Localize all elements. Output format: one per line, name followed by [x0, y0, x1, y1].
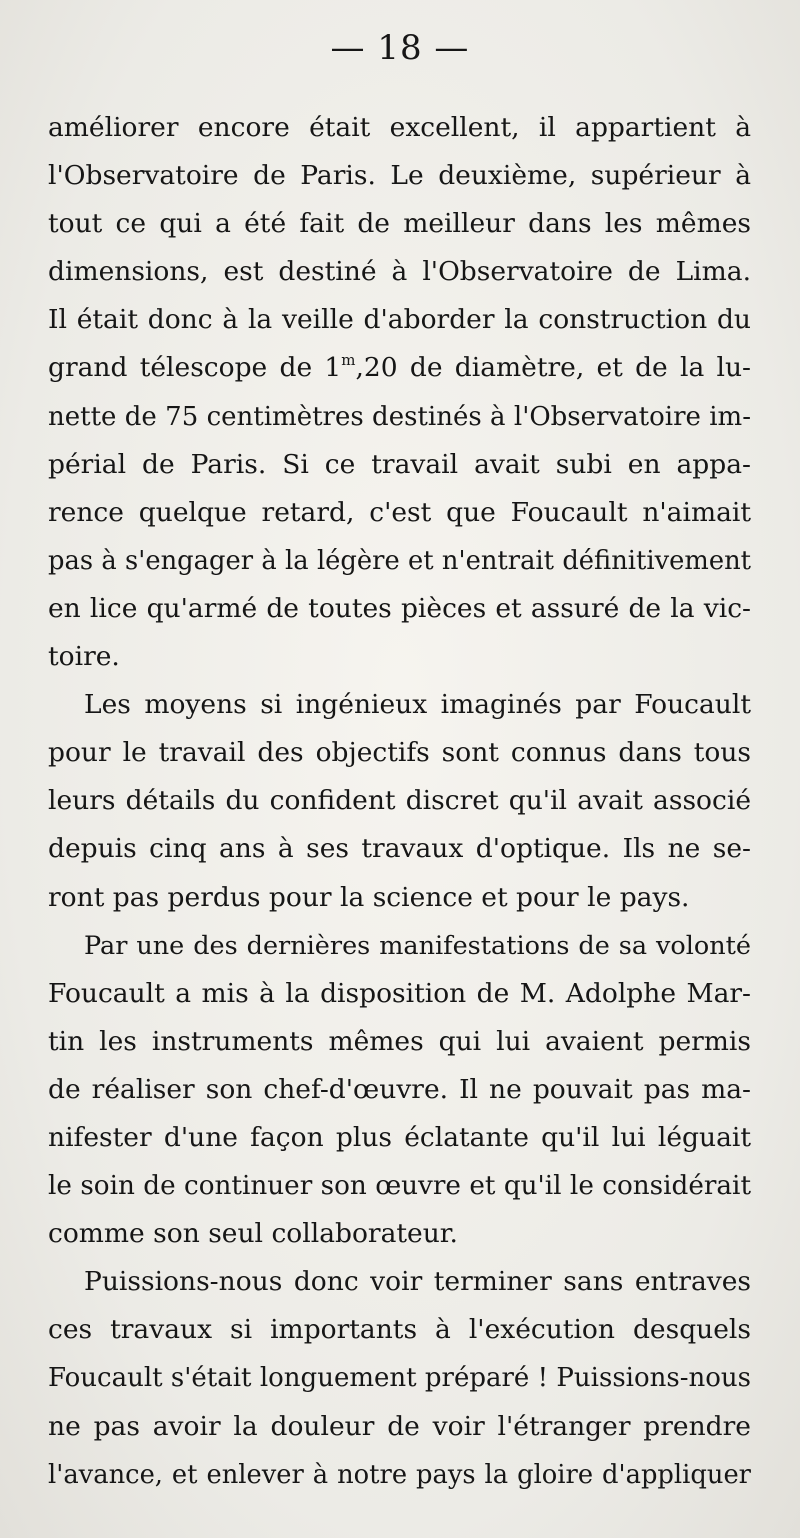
text-line: améliorer encore était excellent, il appartient à: [48, 112, 751, 143]
paragraph-2: [48, 681, 751, 921]
text-line: nette de 75 centimètres destinés à l'Observatoire im-: [48, 401, 751, 432]
text-line: Il était donc à la veille d'aborder la construction du: [48, 304, 751, 336]
text-line: tout ce qui a été fait de meilleur dans les mêmes: [48, 208, 751, 240]
page-number: — 18 —: [330, 28, 470, 68]
text-line: pas à s'engager à la légère et n'entrait définitivement: [48, 545, 751, 576]
text-line: pour le travail des objectifs sont connus dans tous: [48, 737, 751, 769]
text-line: de réaliser son chef-d'œuvre. Il ne pouvait pas ma-: [48, 1073, 751, 1105]
text-line: Foucault s'était longuement préparé ! Puissions-nous: [48, 1363, 751, 1394]
text-line: ces travaux si importants à l'exécution desquels: [48, 1314, 751, 1346]
text-segment: ,20 de diamètre, et de la lu-: [355, 352, 751, 384]
body-text: [48, 104, 751, 1499]
text-line: le soin de continuer son œuvre et qu'il le considérait: [48, 1171, 751, 1202]
text-line: dimensions, est destiné à l'Observatoire de Lima.: [48, 256, 751, 288]
text-line: l'Observatoire de Paris. Le deuxième, supérieur à: [48, 160, 751, 192]
text-segment: grand télescope de 1: [48, 352, 342, 384]
text-line: toire.: [48, 641, 120, 673]
paragraph-3: [48, 922, 751, 1259]
text-line: Puissions-nous donc voir terminer sans entraves: [84, 1266, 751, 1298]
text-line: tin les instruments mêmes qui lui avaient permis: [48, 1025, 751, 1057]
text-line: Par une des dernières manifestations de sa volonté: [84, 930, 751, 961]
superscript-unit: m: [341, 351, 356, 370]
text-line: ne pas avoir la douleur de voir l'étranger prendre: [48, 1410, 751, 1442]
paragraph-1: [48, 104, 751, 681]
text-line: nifester d'une façon plus éclatante qu'il lui léguait: [48, 1121, 751, 1153]
text-line: depuis cinq ans à ses travaux d'optique. Ils ne se-: [48, 833, 751, 865]
paragraph-4: [48, 1258, 751, 1498]
text-line: comme son seul collaborateur.: [48, 1218, 458, 1250]
text-line: leurs détails du confident discret qu'il avait associé: [48, 785, 751, 817]
text-line: ront pas perdus pour la science et pour le pays.: [48, 881, 690, 913]
text-line: périal de Paris. Si ce travail avait subi en appa-: [48, 448, 751, 480]
text-line: rence quelque retard, c'est que Foucault n'aimait: [48, 496, 751, 528]
text-line: l'avance, et enlever à notre pays la gloire d'appliquer: [48, 1459, 751, 1490]
text-line-with-superscript: [48, 344, 751, 392]
text-line: en lice qu'armé de toutes pièces et assuré de la vic-: [48, 592, 751, 624]
text-line: Les moyens si ingénieux imaginés par Foucault: [84, 689, 751, 721]
text-line: Foucault a mis à la disposition de M. Adolphe Mar-: [48, 977, 751, 1009]
